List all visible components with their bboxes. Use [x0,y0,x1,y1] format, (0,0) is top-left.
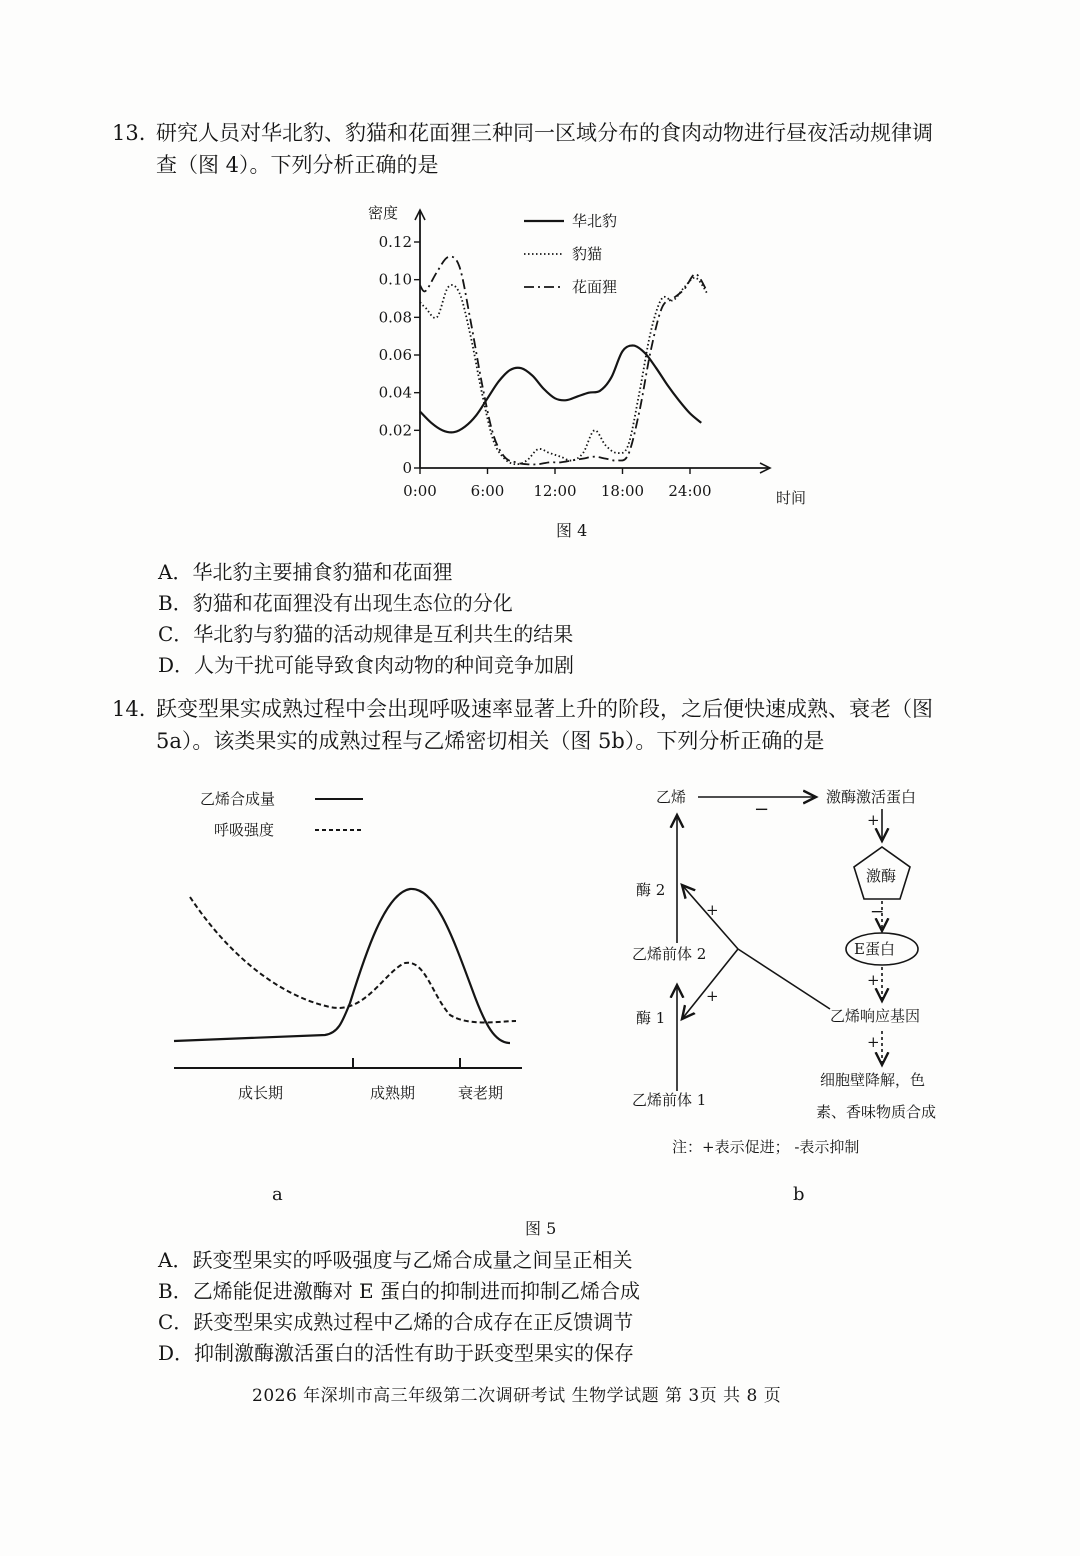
y-tick-label: 0.06 [378,346,412,364]
node-kinase-activator: 激酶激活蛋白 [826,788,917,806]
q13-option-d[interactable]: D．人为干扰可能导致食肉动物的种间竞争加剧 [158,653,575,677]
question-14 [112,693,972,757]
legend-label: 华北豹 [572,212,618,230]
plus-sign: + [867,811,880,829]
figure-5b [620,775,970,1160]
node-ethylene: 乙烯 [656,788,687,806]
q14-option-b[interactable]: B．乙烯能促进激酶对 E 蛋白的抑制进而抑制乙烯合成 [158,1279,641,1303]
q14-option-d[interactable]: D．抑制激酶激活蛋白的活性有助于跃变型果实的保存 [158,1341,635,1365]
node-precursor2: 乙烯前体 2 [632,945,707,963]
feedback-line [738,949,830,1009]
effect-line-2: 素、香味物质合成 [816,1103,937,1121]
legend-ethylene-label: 乙烯合成量 [200,790,276,808]
plus-sign: + [706,901,719,919]
y-tick-label: 0.10 [378,270,412,289]
legend-label: 豹猫 [572,245,603,263]
question-number: 13. [112,121,146,145]
q13-option-a[interactable]: A．华北豹主要捕食豹猫和花面狸 [158,560,453,584]
y-tick-label: 0.08 [378,308,412,327]
q13-option-b[interactable]: B．豹猫和花面狸没有出现生态位的分化 [158,591,513,615]
series-line-dashdot [420,257,707,465]
plus-sign: + [867,1033,880,1051]
question-number: 14. [112,697,146,721]
plus-sign: + [706,987,719,1005]
x-tick-label: 12:00 [533,482,577,500]
y-tick-label: 0.12 [378,233,412,251]
figure-5b-label: b [793,1184,805,1205]
stage-growth: 成长期 [238,1084,284,1102]
legend-note: 注：+表示促进； -表示抑制 [672,1138,860,1156]
y-tick-label: 0 [402,459,412,477]
x-tick-label: 0:00 [403,482,437,500]
x-axis-label: 时间 [776,489,807,507]
question-text-line2: 查（图 4）。下列分析正确的是 [156,153,439,177]
x-tick-label: 18:00 [600,482,645,500]
x-tick-label: 6:00 [470,482,505,500]
question-text-line2: 5a）。该类果实的成熟过程与乙烯密切相关（图 5b）。下列分析正确的是 [156,729,825,753]
y-axis-label: 密度 [368,204,399,222]
figure-4-caption: 图 4 [556,521,588,540]
q14-option-c[interactable]: C．跃变型果实成熟过程中乙烯的合成存在正反馈调节 [158,1310,634,1334]
figure-5-caption: 图 5 [525,1219,557,1238]
node-response-gene: 乙烯响应基因 [830,1007,921,1025]
page-footer: 2026 年深圳市高三年级第二次调研考试 生物学试题 第 3页 共 8 页 [252,1386,782,1406]
question-13 [112,117,972,181]
respiration-curve [190,897,516,1023]
figure-4-chart [350,190,807,510]
node-enzyme1: 酶 1 [636,1009,666,1027]
figure-5a [160,775,530,1115]
node-precursor1: 乙烯前体 1 [632,1091,707,1109]
node-e-protein: E蛋白 [854,940,895,958]
y-tick-label: 0.04 [378,383,412,402]
series-line-solid [420,346,701,433]
plus-sign: + [867,971,880,989]
question-text-line1: 跃变型果实成熟过程中会出现呼吸速率显著上升的阶段，之后便快速成熟、衰老（图 [156,697,933,721]
minus-sign: − [754,799,770,820]
node-enzyme2: 酶 2 [636,881,666,899]
q14-option-a[interactable]: A．跃变型果实的呼吸强度与乙烯合成量之间呈正相关 [158,1248,633,1272]
stage-senescence: 衰老期 [458,1084,504,1102]
legend-label: 花面狸 [572,278,618,296]
stage-ripening: 成熟期 [370,1084,416,1102]
minus-sign: − [870,902,885,922]
q13-option-c[interactable]: C．华北豹与豹猫的活动规律是互利共生的结果 [158,622,574,646]
legend-respiration-label: 呼吸强度 [214,821,275,839]
question-text-line1: 研究人员对华北豹、豹猫和花面狸三种同一区域分布的食肉动物进行昼夜活动规律调 [156,121,933,145]
node-kinase: 激酶 [866,867,897,885]
effect-line-1: 细胞壁降解，色 [820,1071,926,1089]
figure-5a-label: a [272,1184,283,1205]
x-tick-label: 24:00 [668,482,712,500]
y-tick-label: 0.02 [378,421,412,440]
